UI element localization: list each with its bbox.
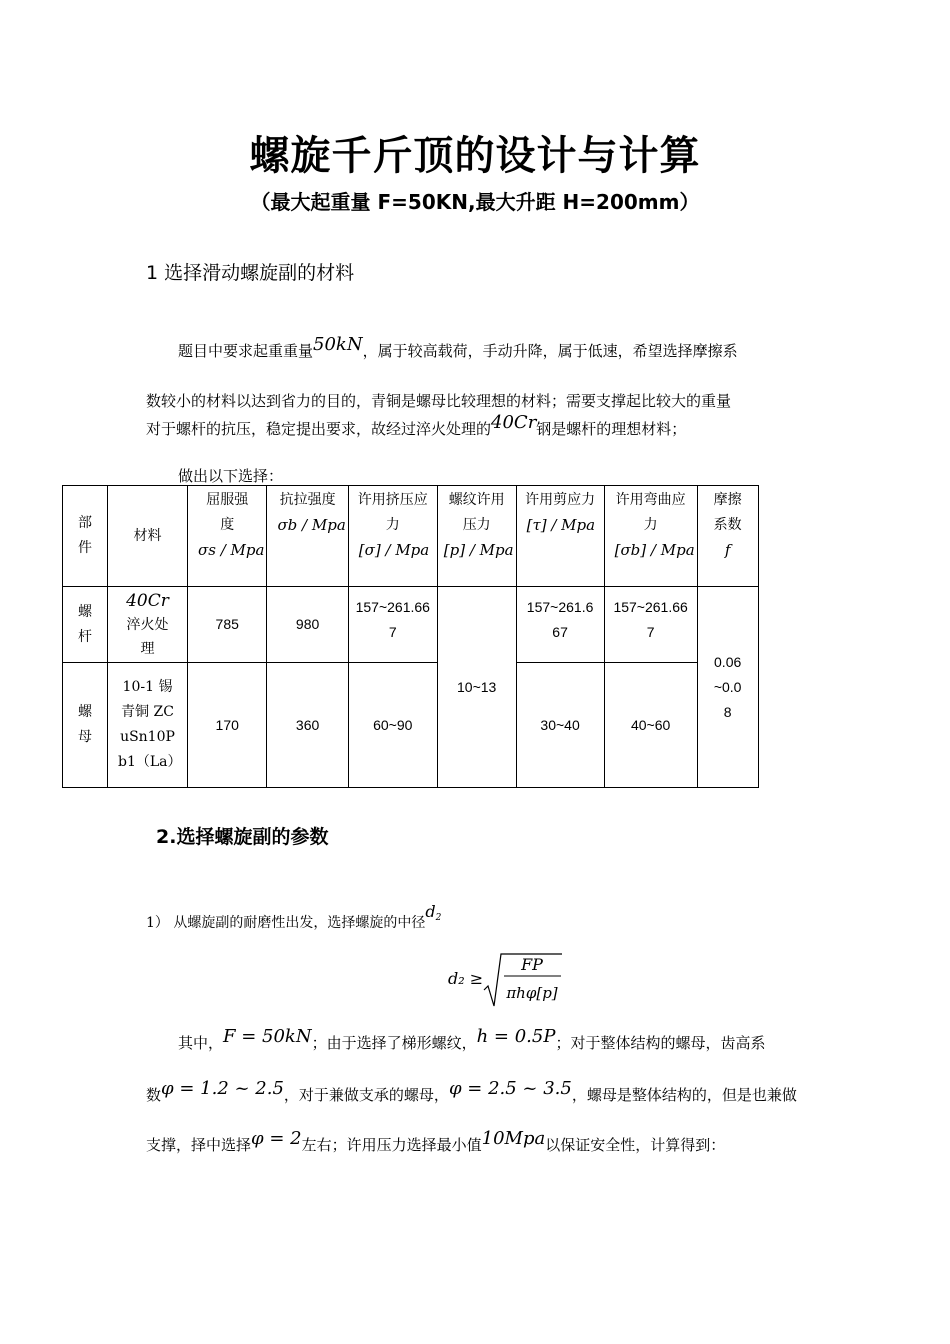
- table-row: [63, 663, 759, 788]
- cell-shear: 30~40: [516, 663, 604, 788]
- formula-d2: [448, 950, 578, 1016]
- table-header-row: [63, 486, 759, 587]
- section-2-para-line-2: 数φ = 1.2 ~ 2.5，对于兼做支承的螺母，φ = 2.5 ~ 3.5，螺母是整体结构的，但是也兼做: [146, 1078, 797, 1104]
- cell-material: 40Cr 淬火处理: [108, 587, 188, 663]
- math-d2: d: [425, 902, 436, 921]
- header-bend: 许用弯曲应力 [σb] / Mpa: [604, 486, 697, 587]
- section-2-para-line-3: 支撑，择中选择φ = 2左右；许用压力选择最小值10Mpa以保证安全性，计算得到：: [146, 1128, 726, 1154]
- header-friction: 摩擦系数 f: [697, 486, 758, 587]
- cell-friction-shared: 0.06~0.08: [697, 587, 758, 788]
- header-material: 材料: [108, 486, 188, 587]
- cell-yield: 785: [188, 587, 267, 663]
- header-part: 部件: [63, 486, 108, 587]
- cell-tensile: 360: [267, 663, 348, 788]
- cell-bend: 157~261.667: [604, 587, 697, 663]
- material-table: [62, 485, 759, 788]
- section-2-item-1: 1） 从螺旋副的耐磨性出发，选择螺旋的中径$d^2$: [146, 902, 442, 931]
- math-40Cr: 40Cr: [491, 412, 537, 433]
- header-yield: 屈服强度 σs / Mpa: [188, 486, 267, 587]
- formula-denominator: πhφ[p]: [506, 984, 558, 1002]
- cell-part: 螺母: [63, 663, 108, 788]
- cell-part: 螺杆: [63, 587, 108, 663]
- cell-tensile: 980: [267, 587, 348, 663]
- cell-compress: 60~90: [348, 663, 437, 788]
- section-2-para-line-1: 其中，F = 50kN；由于选择了梯形螺纹，h = 0.5P；对于整体结构的螺母，齿高系: [178, 1026, 766, 1052]
- cell-yield: 170: [188, 663, 267, 788]
- cell-shear: 157~261.667: [516, 587, 604, 663]
- cell-material: 10-1 锡青铜 ZCuSn10Pb1（La）: [108, 663, 188, 788]
- section-1-para-2: 做出以下选择：: [178, 467, 284, 485]
- header-tensile: 抗拉强度 σb / Mpa: [267, 486, 348, 587]
- cell-pressure-shared: 10~13: [437, 587, 516, 788]
- section-1-para-line-1: 题目中要求起重重量50kN，属于较高载荷，手动升降，属于低速，希望选择摩擦系: [178, 334, 738, 360]
- cell-compress: 157~261.667: [348, 587, 437, 663]
- sqrt-formula-svg: [448, 950, 578, 1012]
- document-subtitle: （最大起重量 F=50KN,最大升距 H=200mm）: [250, 190, 700, 214]
- document-title: 螺旋千斤顶的设计与计算: [249, 133, 701, 179]
- math-50kN: 50kN: [313, 334, 363, 355]
- table-row: [63, 587, 759, 663]
- formula-lhs: d₂ ≥: [448, 969, 484, 988]
- formula-numerator: FP: [521, 955, 543, 974]
- section-1-heading: 1 选择滑动螺旋副的材料: [146, 262, 355, 284]
- section-2-heading: 2.选择螺旋副的参数: [156, 826, 329, 848]
- header-shear: 许用剪应力 [τ] / Mpa: [516, 486, 604, 587]
- cell-bend: 40~60: [604, 663, 697, 788]
- header-pressure: 螺纹许用压力 [p] / Mpa: [437, 486, 516, 587]
- header-compress: 许用挤压应力 [σ] / Mpa: [348, 486, 437, 587]
- section-1-para-line-3: 对于螺杆的抗压，稳定提出要求，故经过淬火处理的40Cr钢是螺杆的理想材料；: [146, 412, 687, 438]
- section-1-para-line-2: 数较小的材料以达到省力的目的，青铜是螺母比较理想的材料；需要支撑起比较大的重量: [146, 392, 732, 410]
